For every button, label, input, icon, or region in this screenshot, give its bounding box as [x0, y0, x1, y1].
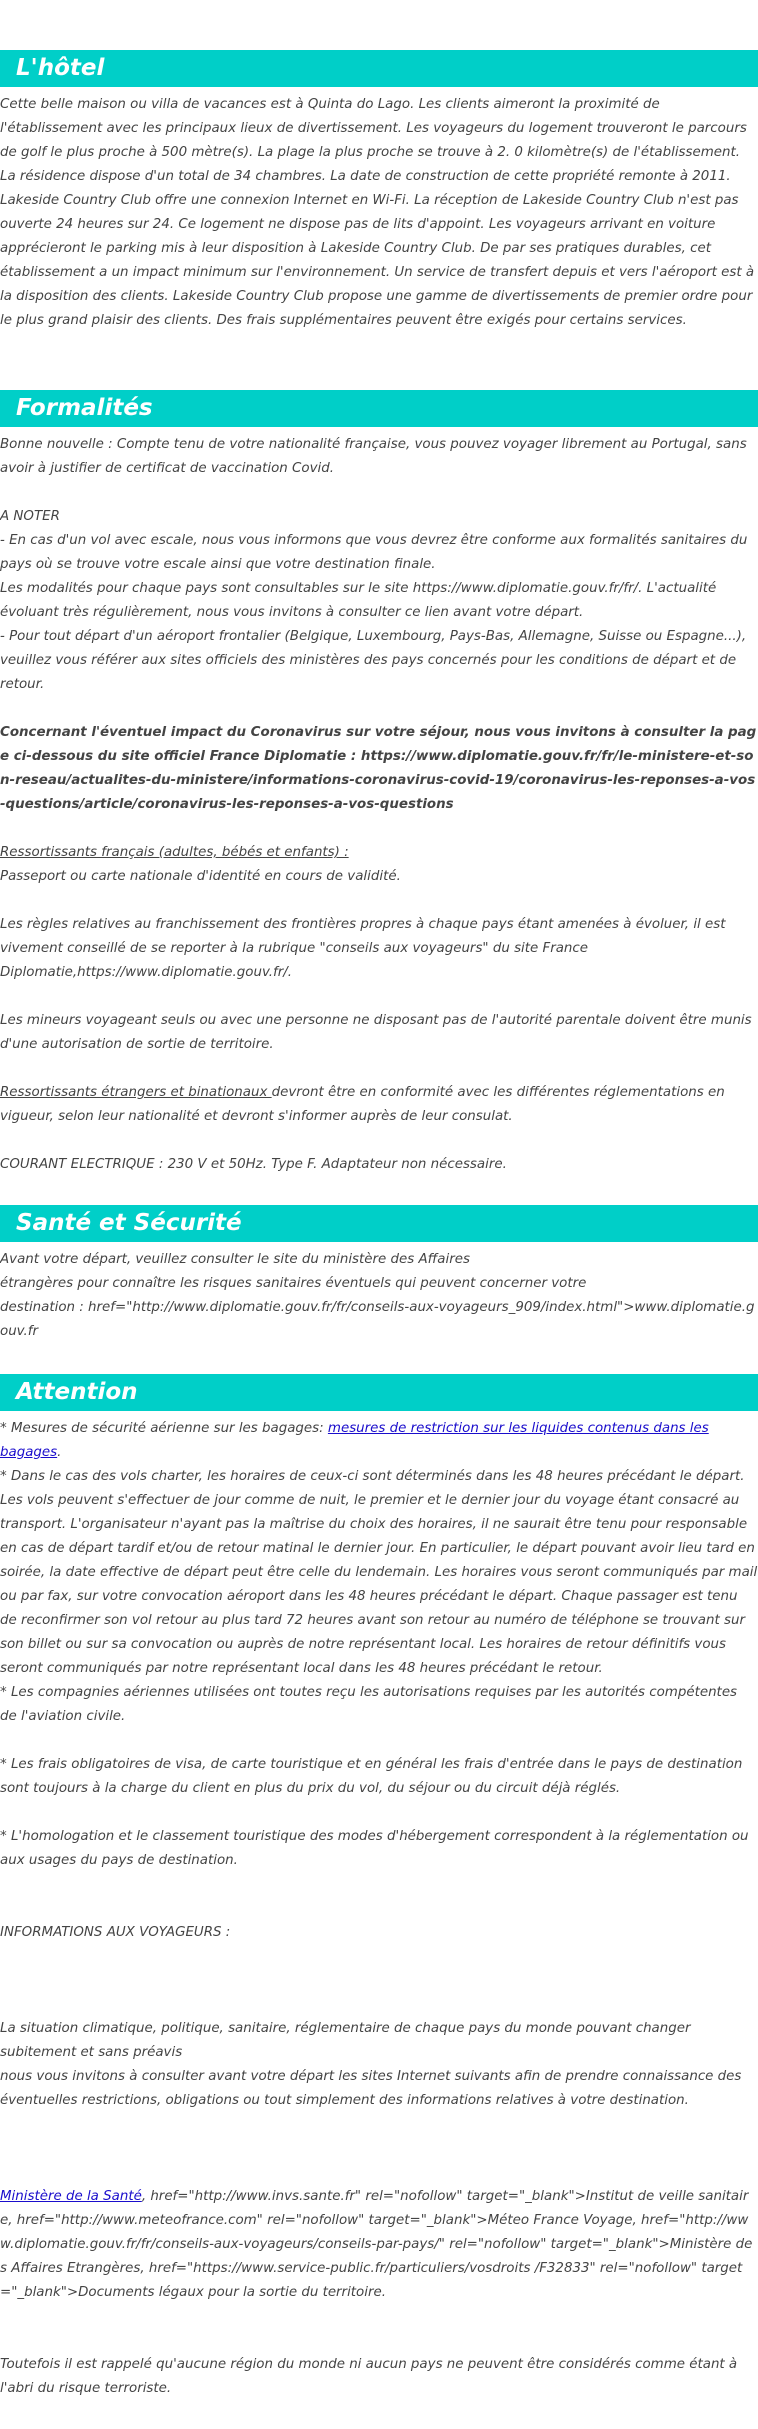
- hotel-description: [0, 93, 758, 333]
- liens-utiles-text: , href="http://www.invs.sante.fr" rel="nofollow" target="_blank">Institut de veille sanitaire, href="http://www.meteofrance.com" rel="nofollow" target="_blank">Méteo France Voyage, href="http://www.diplomatie.gouv.fr/fr/conseils-aux-voyageurs/conseils-par-pays/" rel="nofollow" target="_blank">Ministère des Affaires Etrangères, href="https://www.service-public.fr/particuliers/vosdroits /F32833" rel="nofollow" target="_blank">Documents légaux pour la sortie du territoire.: [0, 2189, 753, 2300]
- vols-charter: * Dans le cas des vols charter, les horaires de ceux-ci sont déterminés dans les 48 heures précédant le départ. Les vols peuvent s'effectuer de jour comme de nuit, le premier et le dernier jour du voyage étant consacré au transport. L'organisateur n'ayant pas la maîtrise du choix des horaires, il ne saurait être tenu pour responsable en cas de départ tardif et/ou de retour matinal le dernier jour. En particulier, le départ pouvant avoir lieu tard en soirée, la date effective de départ peut être celle du lendemain. Les horaires vous seront communiqués par mail ou par fax, sur votre convocation aéroport dans les 48 heures précédant le départ. Chaque passager est tenu de reconfirmer son vol retour au plus tard 72 heures avant son retour au numéro de téléphone se trouvant sur son billet ou sur sa convocation ou auprès de notre représentant local. Les horaires de retour définitifs vous seront communiqués par notre représentant local dans les 48 heures précédant le retour.: [0, 1469, 758, 1676]
- ressortissants-francais-label: Ressortissants français (adultes, bébés et enfants) :: [0, 845, 349, 860]
- ressortissants-francais-text: Passeport ou carte nationale d'identité en cours de validité.: [0, 869, 401, 884]
- liens-utiles: [0, 2185, 758, 2305]
- informations-voyageurs: INFORMATIONS AUX VOYAGEURS :: [0, 1925, 231, 1940]
- ministere-sante-link[interactable]: Ministère de la Santé: [0, 2189, 142, 2204]
- compagnies-aeriennes: * Les compagnies aériennes utilisées ont toutes reçu les autorisations requises par les autorités compétentes de l'aviation civile.: [0, 1685, 738, 1724]
- frais-obligatoires: * Les frais obligatoires de visa, de carte touristique et en général les frais d'entrée dans le pays de destination sont toujours à la charge du client en plus du prix du vol, du séjour ou du circuit déjà réglés.: [0, 1757, 743, 1796]
- situation-pays: La situation climatique, politique, sanitaire, réglementaire de chaque pays du monde pouvant changer subitement et sans préavis: [0, 2021, 691, 2060]
- a-noter-heading: A NOTER: [0, 509, 60, 524]
- hotel-title: L'hôtel: [0, 50, 758, 87]
- ressortissants-etrangers: [0, 1081, 758, 1129]
- mineurs-notice: Les mineurs voyageant seuls ou avec une personne ne disposant pas de l'autorité parentale doivent être munis d'une autorisation de sortie de territoire.: [0, 1013, 752, 1052]
- consulter-sites: nous vous invitons à consulter avant votre départ les sites Internet suivants afin de prendre connaissance des éventuelles restrictions, obligations ou tout simplement des informations relatives à votre destination.: [0, 2069, 742, 2108]
- formalites-body: [0, 433, 758, 1177]
- formalites-title: Formalités: [0, 390, 758, 427]
- sante-body: [0, 1248, 758, 1344]
- sante-title: Santé et Sécurité: [0, 1205, 758, 1242]
- sante-line-3: destination : href="http://www.diplomatie.gouv.fr/fr/conseils-aux-voyageurs_909/index.html">www.diplomatie.gouv.fr: [0, 1300, 755, 1339]
- securite-suffix: .: [57, 1445, 62, 1460]
- section-attention: [0, 1374, 758, 2401]
- covid-notice: Concernant l'éventuel impact du Coronavirus sur votre séjour, nous vous invitons à consulter la page ci-dessous du site officiel France Diplomatie : https://www.diplomatie.gouv.fr/fr/le-ministere-et-son-reseau/actualites-du-ministere/informations-coronavirus-covid-19/coronavirus-les-reponses-a-vos-questions/article/coronavirus-les-reponses-a-vos-questions: [0, 725, 757, 812]
- securite-prefix: * Mesures de sécurité aérienne sur les bagages:: [0, 1421, 328, 1436]
- liquides-restriction-link[interactable]: mesures de restriction sur les liquides contenus dans les bagages: [0, 1421, 709, 1460]
- attention-body: [0, 1417, 758, 2401]
- sante-line-2: étrangères pour connaître les risques sanitaires éventuels qui peuvent concerner votre: [0, 1276, 587, 1291]
- ressortissants-etrangers-text: devront être en conformité avec les différentes réglementations en vigueur, selon leur nationalité et devront s'informer auprès de leur consulat.: [0, 1085, 725, 1124]
- ressortissants-etrangers-label: Ressortissants étrangers et binationaux: [0, 1085, 272, 1100]
- homologation: * L'homologation et le classement touristique des modes d'hébergement correspondent à la réglementation ou aux usages du pays de destination.: [0, 1829, 749, 1868]
- section-formalites: [0, 390, 758, 1177]
- hotel-text: Cette belle maison ou villa de vacances est à Quinta do Lago. Les clients aimeront la proximité de l'établissement avec les principaux lieux de divertissement. Les voyageurs du logement trouveront le parcours de golf le plus proche à 500 mètre(s). La plage la plus proche se trouve à 2. 0 kilomètre(s) de l'établissement. La résidence dispose d'un total de 34 chambres. La date de construction de cette propriété remonte à 2011. Lakeside Country Club offre une connexion Internet en Wi-Fi. La réception de Lakeside Country Club n'est pas ouverte 24 heures sur 24. Ce logement ne dispose pas de lits d'appoint. Les voyageurs arrivant en voiture apprécieront le parking mis à leur disposition à Lakeside Country Club. De par ses pratiques durables, cet établissement a un impact minimum sur l'environnement. Un service de transfert depuis et vers l'aéroport est à la disposition des clients. Lakeside Country Club propose une gamme de divertissements de premier ordre pour le plus grand plaisir des clients. Des frais supplémentaires peuvent être exigés pour certains services.: [0, 97, 755, 328]
- note-modalites: Les modalités pour chaque pays sont consultables sur le site https://www.diplomatie.gouv.fr/fr/. L'actualité évoluant très régulièrement, nous vous invitons à consulter ce lien avant votre départ.: [0, 581, 717, 620]
- note-escale: - En cas d'un vol avec escale, nous vous informons que vous devrez être conforme aux formalités sanitaires du pays où se trouve votre escale ainsi que votre destination finale.: [0, 533, 748, 572]
- courant-electrique: COURANT ELECTRIQUE : 230 V et 50Hz. Type F. Adaptateur non nécessaire.: [0, 1157, 507, 1172]
- section-hotel: [0, 50, 758, 333]
- formalites-intro: Bonne nouvelle : Compte tenu de votre nationalité française, vous pouvez voyager librement au Portugal, sans avoir à justifier de certificat de vaccination Covid.: [0, 437, 747, 476]
- regles-frontieres: Les règles relatives au franchissement des frontières propres à chaque pays étant amenées à évoluer, il est vivement conseillé de se reporter à la rubrique "conseils aux voyageurs" du site France Diplomatie,https://www.diplomatie.gouv.fr/.: [0, 917, 726, 980]
- section-sante: [0, 1205, 758, 1344]
- note-aeroport-frontalier: - Pour tout départ d'un aéroport frontalier (Belgique, Luxembourg, Pays-Bas, Allemagne, Suisse ou Espagne...), veuillez vous référer aux sites officiels des ministères des pays concernés pour les conditions de départ et de retour.: [0, 629, 747, 692]
- risque-terroriste: Toutefois il est rappelé qu'aucune région du monde ni aucun pays ne peuvent être considérés comme étant à l'abri du risque terroriste.: [0, 2357, 738, 2396]
- securite-bagages: [0, 1417, 758, 1465]
- attention-title: Attention: [0, 1374, 758, 1411]
- sante-line-1: Avant votre départ, veuillez consulter le site du ministère des Affaires: [0, 1252, 470, 1267]
